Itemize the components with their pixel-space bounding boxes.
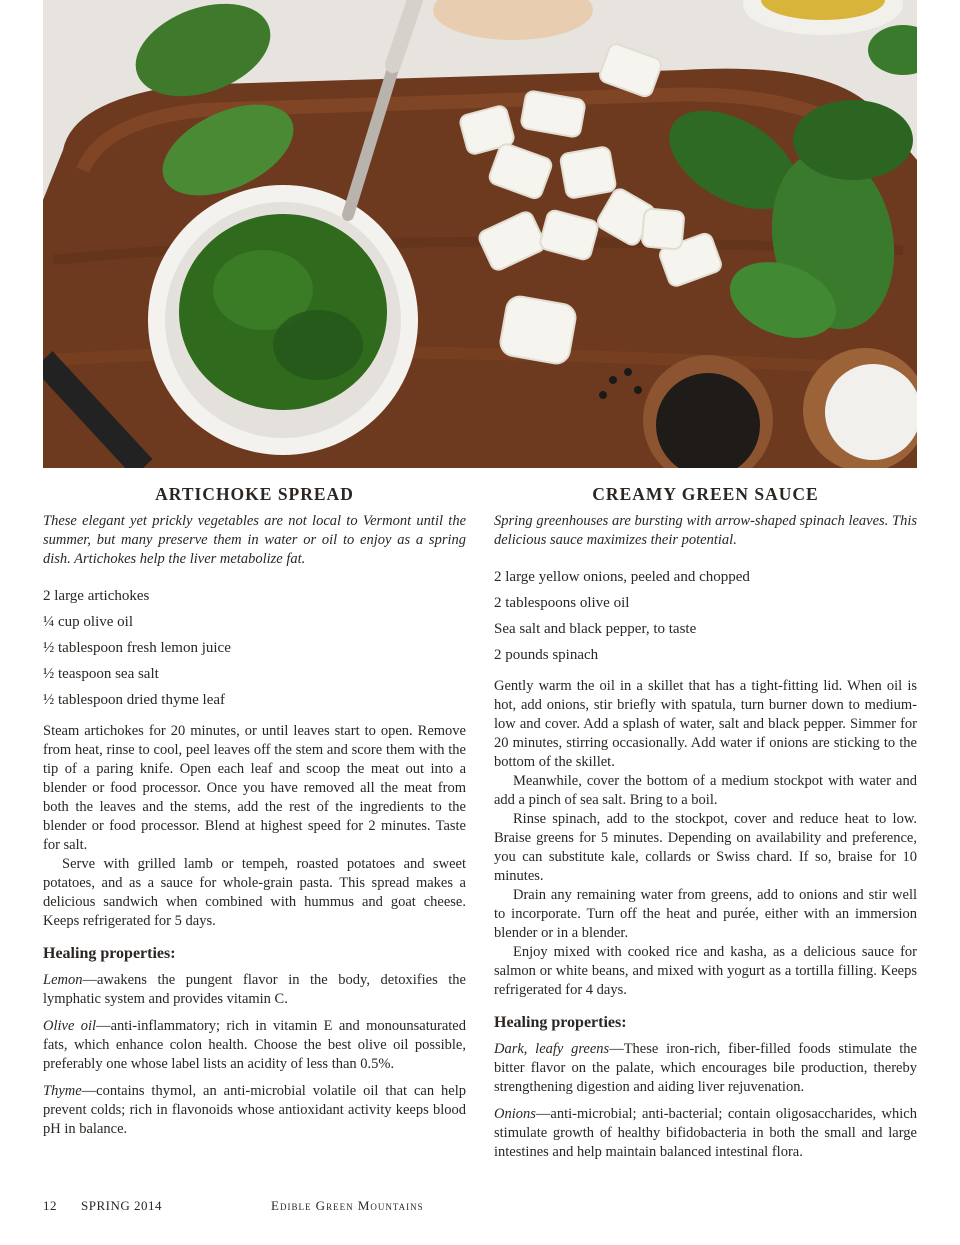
ingredient-item: ½ teaspoon sea salt xyxy=(43,666,159,682)
property-item xyxy=(43,971,466,1009)
property-name: Olive oil xyxy=(43,1018,97,1034)
ingredient-item: 2 tablespoons olive oil xyxy=(494,595,630,611)
healing-properties-heading: Healing properties: xyxy=(43,945,176,962)
publication-name: Edible Green Mountains xyxy=(271,1198,424,1213)
ingredient-item: 2 large artichokes xyxy=(43,588,150,604)
instruction-paragraph: Rinse spinach, add to the stockpot, cover and reduce heat to low. Braise greens for 5 minutes. Depending on availability and preference, you can substitute kale, collards or Swiss chard. If so, braise for 10 minutes. xyxy=(494,811,917,884)
instruction-paragraph: Steam artichokes for 20 minutes, or until leaves start to open. Remove from heat, rinse to cool, peel leaves off the stem and score them with the tip of a paring knife. Open each leaf and scoop the meat out into a blender or food processor. Once you have removed all the meat from both the leaves and the stems, add the rest of the ingredients to the blender or food processor. Blend at highest speed for 2 minutes. Taste for salt. xyxy=(43,723,466,853)
property-text: —contains thymol, an anti-microbial volatile oil that can help prevent colds; rich in flavonoids whose antioxidant activity keeps blood pH in balance. xyxy=(43,1083,466,1137)
property-name: Onions xyxy=(494,1106,536,1122)
property-text: —anti-inflammatory; rich in vitamin E and monounsaturated fats, which enhance colon health. Choose the best olive oil possible, preferably one whose label lists an acidity of less than 0.5%. xyxy=(43,1018,466,1072)
page-number: 12 xyxy=(43,1198,57,1213)
recipe-intro: These elegant yet prickly vegetables are not local to Vermont until the summer, but many preserve them in water or oil to enjoy as a spring dish. Artichokes help the liver metabolize fat. xyxy=(43,513,466,567)
property-text: —awakens the pungent flavor in the body, detoxifies the lymphatic system and provides vitamin C. xyxy=(43,972,466,1007)
ingredient-list xyxy=(494,568,917,665)
issue-label: SPRING 2014 xyxy=(81,1198,162,1213)
property-text: —These iron-rich, fiber-filled foods stimulate the bitter flavor on the palate, which encourages bile production, thereby strengthening digestion and aiding liver rejuvenation. xyxy=(494,1041,917,1095)
property-item xyxy=(43,1082,466,1139)
page-footer xyxy=(43,1198,424,1214)
property-item xyxy=(494,1040,917,1097)
ingredient-item: Sea salt and black pepper, to taste xyxy=(494,621,697,637)
property-name: Lemon xyxy=(43,972,83,988)
recipe-photo xyxy=(43,0,917,468)
ingredient-item: ½ tablespoon fresh lemon juice xyxy=(43,640,231,656)
property-text: —anti-microbial; anti-bacterial; contain oligosaccharides, which stimulate growth of healthy bifidobacteria in both the small and large intestines and help maintain balanced intestinal flora. xyxy=(494,1106,917,1160)
artichoke-spread-recipe xyxy=(43,484,466,1147)
food-photo-icon xyxy=(43,0,917,468)
recipe-instructions xyxy=(494,677,917,1000)
property-item xyxy=(494,1105,917,1162)
ingredient-item: ¼ cup olive oil xyxy=(43,614,133,630)
instruction-paragraph: Meanwhile, cover the bottom of a medium stockpot with water and add a pinch of sea salt. Bring to a boil. xyxy=(494,773,917,808)
instruction-paragraph: Gently warm the oil in a skillet that has a tight-fitting lid. When oil is hot, add onions, stir briefly with spatula, turn burner down to medium-low and cover. Add a splash of water, salt and black pepper. Simmer for 20 minutes, stirring occasionally. Add water if onions are sticking to the bottom of the skillet. xyxy=(494,678,917,770)
recipe-title: CREAMY GREEN SAUCE xyxy=(592,484,819,504)
ingredient-item: ½ tablespoon dried thyme leaf xyxy=(43,692,226,708)
recipe-instructions xyxy=(43,722,466,931)
property-name: Dark, leafy greens xyxy=(494,1041,610,1057)
instruction-paragraph: Drain any remaining water from greens, add to onions and stir well to incorporate. Turn off the heat and purée, either with an immersion blender or in a blender. xyxy=(494,887,917,941)
recipe-intro: Spring greenhouses are bursting with arrow-shaped spinach leaves. This delicious sauce maximizes their potential. xyxy=(494,513,917,548)
property-item xyxy=(43,1017,466,1074)
healing-properties-heading: Healing properties: xyxy=(494,1014,627,1031)
instruction-paragraph: Enjoy mixed with cooked rice and kasha, as a delicious sauce for salmon or white beans, and mixed with yogurt as a tortilla filling. Keeps refrigerated for 4 days. xyxy=(494,944,917,998)
creamy-green-sauce-recipe xyxy=(494,484,917,1170)
ingredient-item: 2 large yellow onions, peeled and chopped xyxy=(494,569,750,585)
ingredient-list xyxy=(43,587,466,710)
ingredient-item: 2 pounds spinach xyxy=(494,647,599,663)
recipe-title: ARTICHOKE SPREAD xyxy=(155,484,354,504)
instruction-paragraph: Serve with grilled lamb or tempeh, roasted potatoes and sweet potatoes, and as a sauce for whole-grain pasta. This spread makes a delicious sandwich when combined with hummus and goat cheese. Keeps refrigerated for 5 days. xyxy=(43,856,466,929)
property-name: Thyme xyxy=(43,1083,82,1099)
